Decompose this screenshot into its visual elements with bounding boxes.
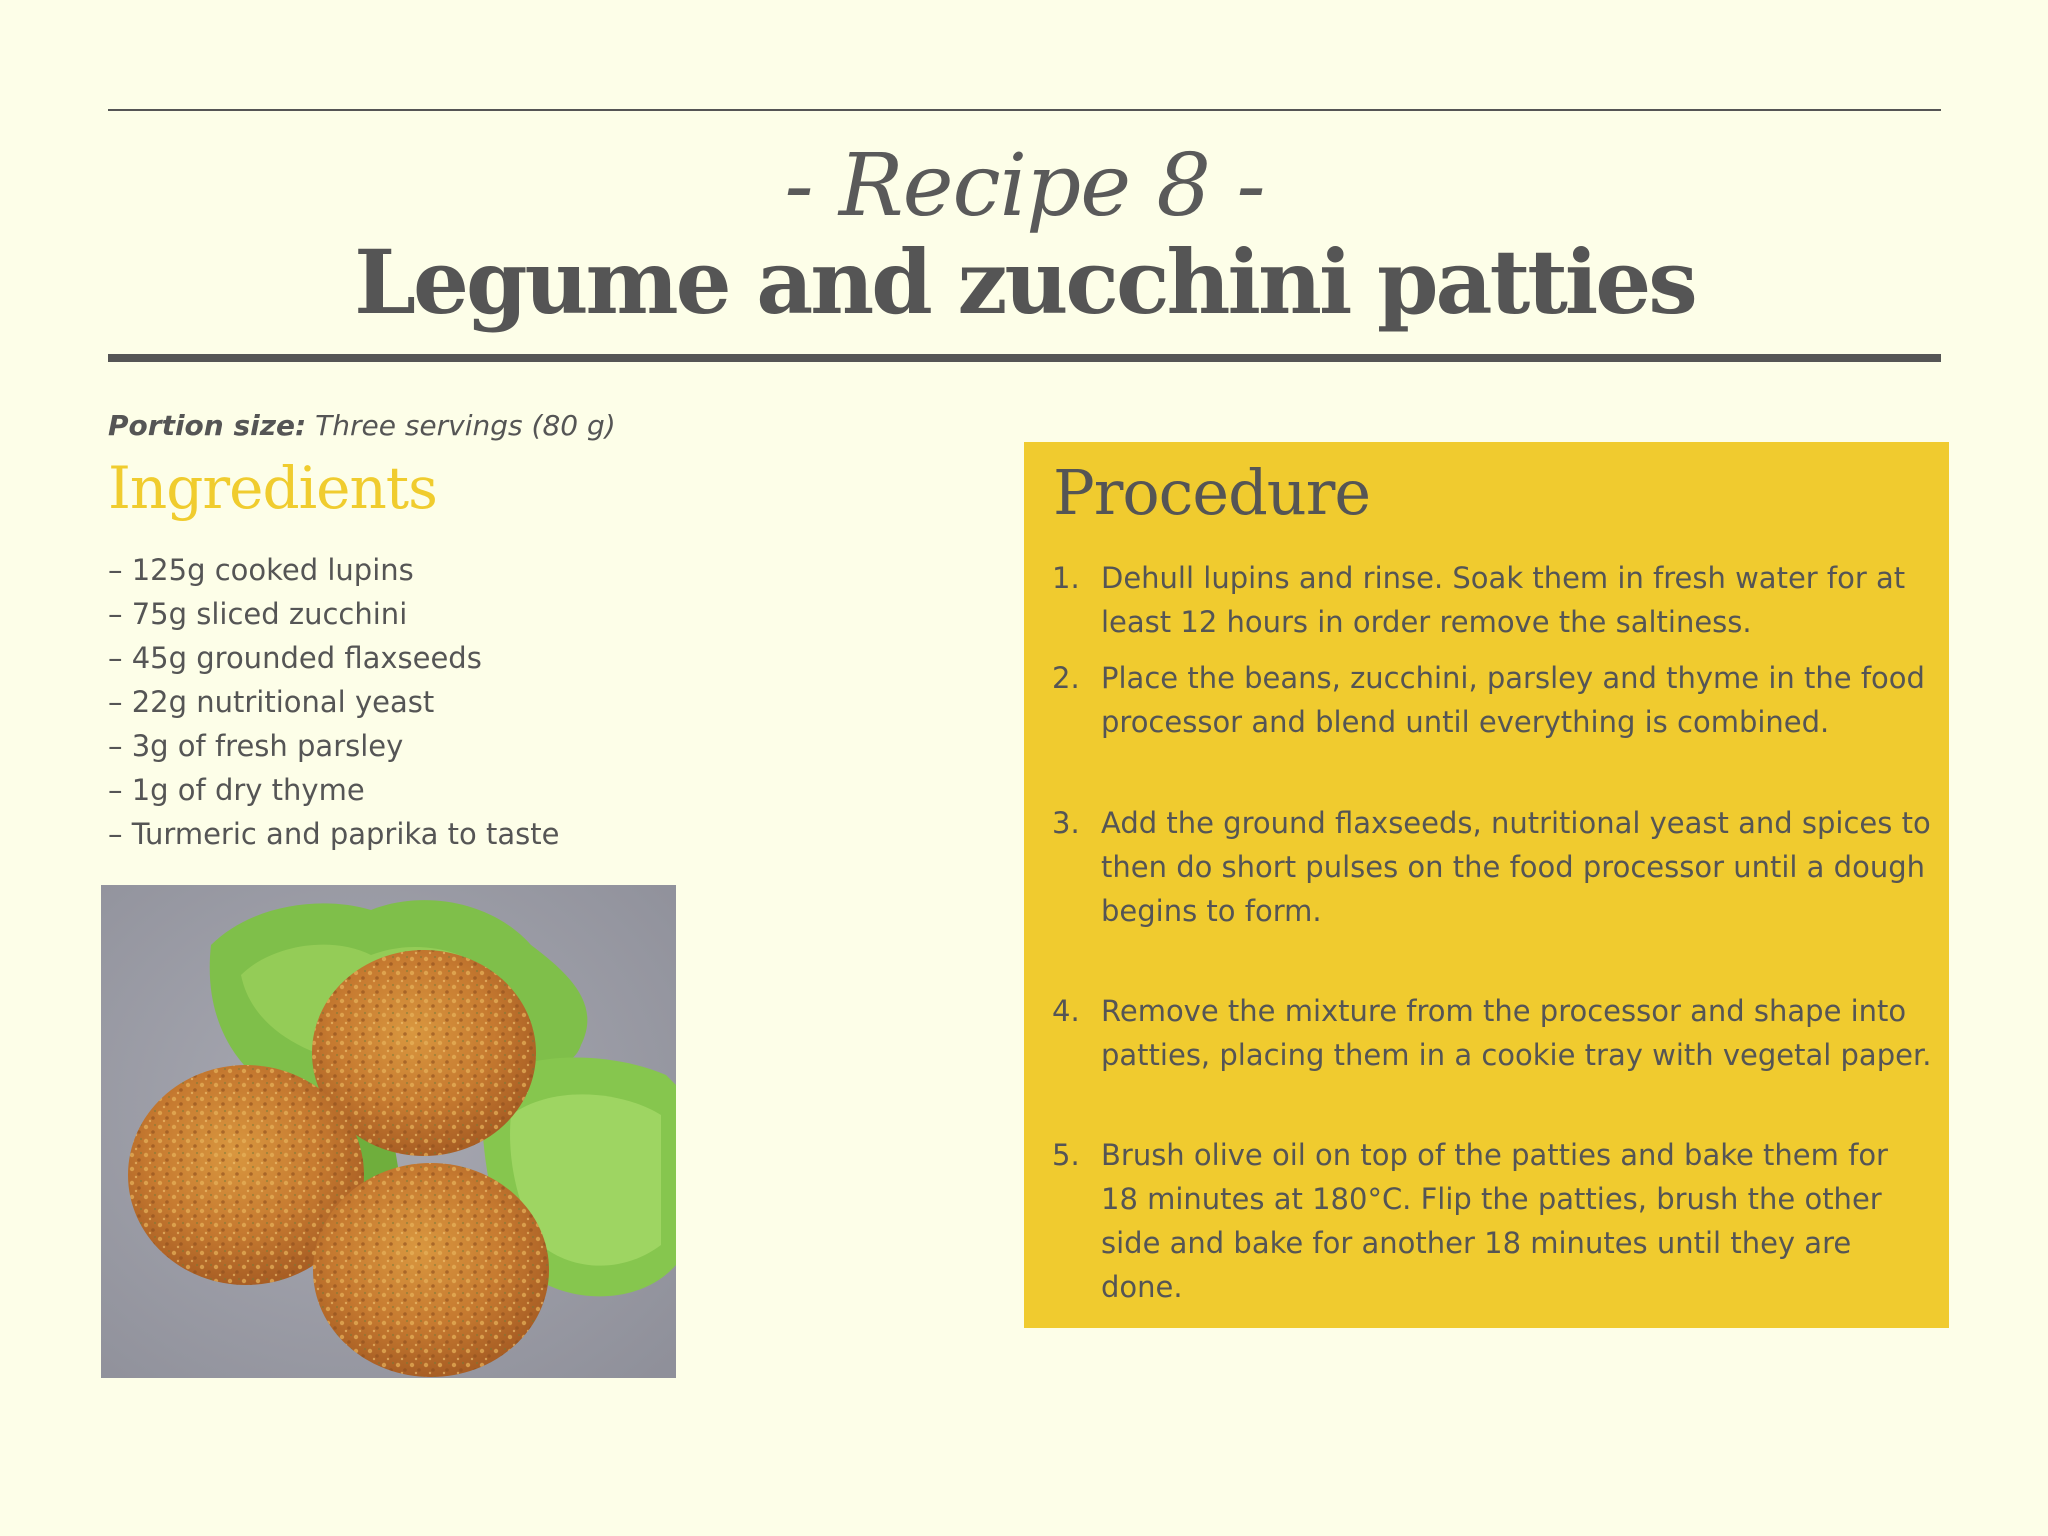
procedure-step-4 (1052, 989, 1932, 1077)
portion-size-label: Portion size: (108, 409, 307, 442)
ingredient-item: – 125g cooked lupins (108, 553, 414, 587)
step-number: 2. (1052, 661, 1080, 695)
title-block (108, 136, 1941, 334)
step-number: 5. (1052, 1138, 1080, 1172)
ingredient-item: – 45g grounded flaxseeds (108, 641, 482, 675)
procedure-step-5 (1052, 1133, 1932, 1309)
portion-size (108, 409, 616, 442)
ingredients-list (108, 548, 559, 856)
title-underline-rule (108, 354, 1941, 362)
step-text: Brush olive oil on top of the patties and bake them for 18 minutes at 180°C. Flip the patties, brush the other side and bake for another 18 minutes until they are done. (1101, 1138, 1888, 1304)
procedure-panel (1024, 442, 1949, 1328)
step-text: Dehull lupins and rinse. Soak them in fresh water for at least 12 hours in order remove the saltiness. (1101, 561, 1906, 639)
step-text: Add the ground flaxseeds, nutritional yeast and spices to then do short pulses on the food processor until a dough begins to form. (1101, 806, 1931, 928)
portion-size-value: Three servings (80 g) (315, 409, 616, 442)
ingredient-item: – 1g of dry thyme (108, 773, 365, 807)
patties-photo (101, 885, 676, 1378)
patties-illustration (101, 885, 676, 1378)
step-number: 4. (1052, 994, 1080, 1028)
procedure-step-2 (1052, 656, 1932, 744)
procedure-step-1 (1052, 556, 1932, 644)
step-number: 1. (1052, 561, 1080, 595)
step-text: Remove the mixture from the processor and shape into patties, placing them in a cookie tray with vegetal paper. (1101, 994, 1932, 1072)
top-rule (108, 109, 1941, 111)
step-number: 3. (1052, 806, 1080, 840)
recipe-title: Legume and zucchini patties (354, 230, 1695, 334)
ingredient-item: – 75g sliced zucchini (108, 597, 408, 631)
step-text: Place the beans, zucchini, parsley and thyme in the food processor and blend until everything is combined. (1101, 661, 1925, 739)
procedure-step-3 (1052, 801, 1932, 933)
recipe-number: - Recipe 8 - (784, 136, 1265, 236)
procedure-heading: Procedure (1053, 456, 1371, 529)
ingredient-item: – Turmeric and paprika to taste (108, 817, 560, 851)
ingredients-heading: Ingredients (108, 454, 437, 522)
patty-right (313, 1163, 549, 1377)
ingredient-item: – 3g of fresh parsley (108, 729, 404, 763)
ingredient-item: – 22g nutritional yeast (108, 685, 435, 719)
